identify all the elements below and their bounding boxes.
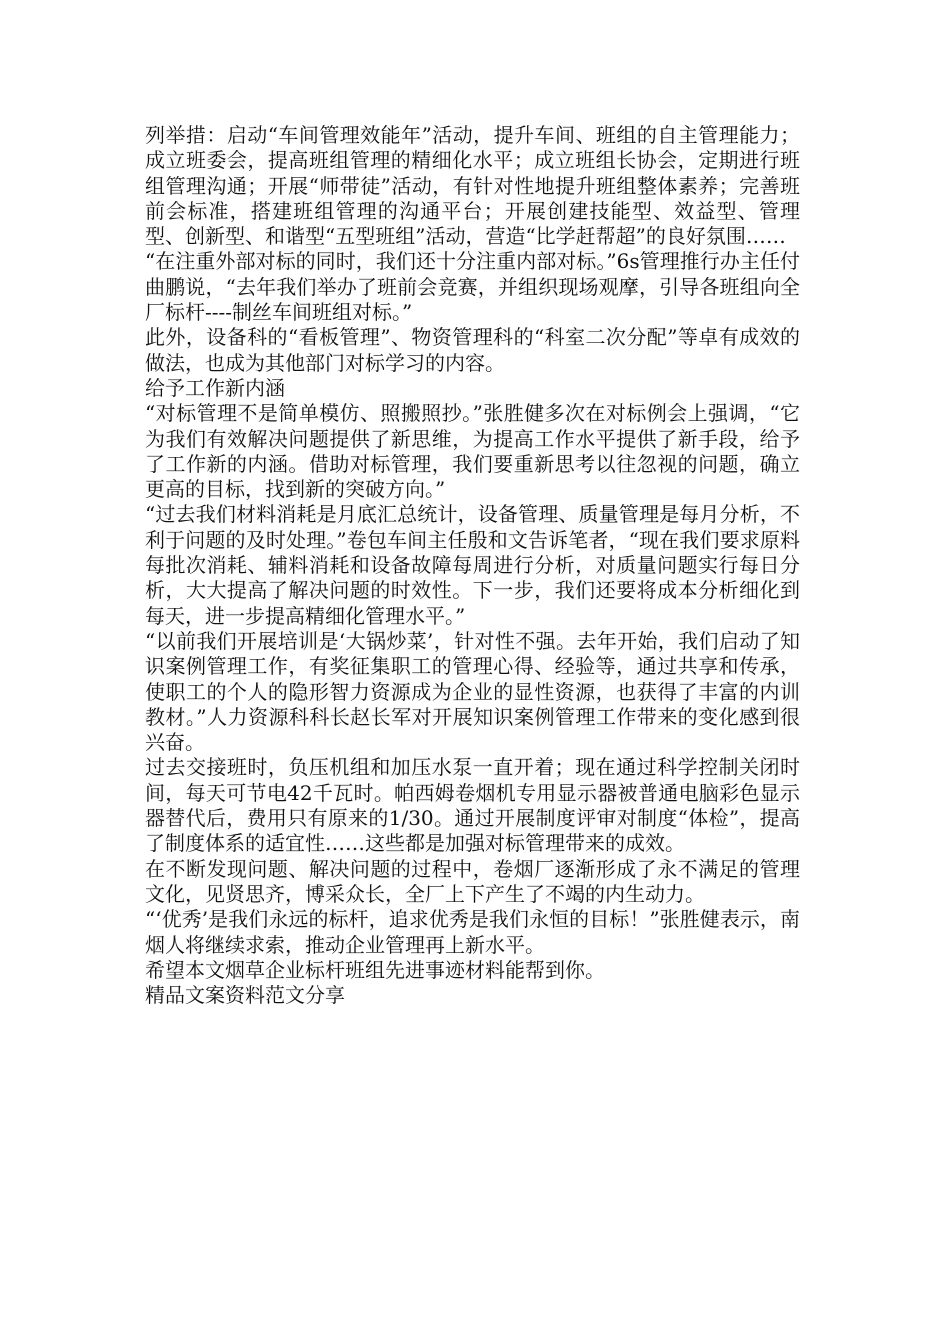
paragraph-internal-benchmark: “在注重外部对标的同时，我们还十分注重内部对标。”6s管理推行办主任付曲鹏说，“去年我们举办了班前会竞赛，并组织现场观摩，引导各班组向全厂标杆----制丝车间班组对标。” [145, 249, 800, 325]
document-page [145, 123, 800, 1008]
paragraph-training: “以前我们开展培训是‘大锅炒菜’，针对性不强。去年开始，我们启动了知识案例管理工作，有奖征集职工的管理心得、经验等，通过共享和传承，使职工的个人的隐形智力资源成为企业的显性资源，也获得了丰富的内训教材。”人力资源科科长赵长军对开展知识案例管理工作带来的变化感到很兴奋。 [145, 628, 800, 755]
paragraph-footer-note: 精品文案资料范文分享 [145, 983, 345, 1008]
paragraph-closing: 希望本文烟草企业标杆班组先进事迹材料能帮到你。 [145, 957, 605, 982]
paragraph-material-consumption: “过去我们材料消耗是月底汇总统计，设备管理、质量管理是每月分析，不利于问题的及时处理。”卷包车间主任殷和文告诉笔者，“现在我们要求原料每批次消耗、辅料消耗和设备故障每周进行分析，对质量问题实行每日分析，大大提高了解决问题的时效性。下一步，我们还要将成本分析细化到每天，进一步提高精细化管理水平。” [145, 502, 800, 628]
paragraph-culture: 在不断发现问题、解决问题的过程中，卷烟厂逐渐形成了永不满足的管理文化，见贤思齐，博采众长，全厂上下产生了不竭的内生动力。 [145, 856, 800, 906]
paragraph-other-departments: 此外，设备科的“看板管理”、物资管理科的“科室二次分配”等卓有成效的做法，也成为其他部门对标学习的内容。 [145, 325, 800, 375]
section-heading: 给予工作新内涵 [145, 375, 285, 400]
paragraph-quote-excellence: “‘优秀’是我们永远的标杆，追求优秀是我们永恒的目标！”张胜健表示，南烟人将继续求索，推动企业管理再上新水平。 [145, 907, 800, 957]
paragraph-measures: 列举措：启动“车间管理效能年”活动，提升车间、班组的自主管理能力；成立班委会，提高班组管理的精细化水平；成立班组长协会，定期进行班组管理沟通；开展“师带徒”活动，有针对性地提升班组整体素养；完善班前会标准，搭建班组管理的沟通平台；开展创建技能型、效益型、管理型、创新型、和谐型“五型班组”活动，营造“比学赶帮超”的良好氛围…… [145, 123, 800, 249]
paragraph-results: 过去交接班时，负压机组和加压水泵一直开着；现在通过科学控制关闭时间，每天可节电42千瓦时。帕西姆卷烟机专用显示器被普通电脑彩色显示器替代后，费用只有原来的1/30。通过开展制度评审对制度“体检”，提高了制度体系的适宜性……这些都是加强对标管理带来的成效。 [145, 755, 800, 856]
paragraph-benchmark-meaning: “对标管理不是简单模仿、照搬照抄。”张胜健多次在对标例会上强调，“它为我们有效解决问题提供了新思维，为提高工作水平提供了新手段，给予了工作新的内涵。借助对标管理，我们要重新思考以往忽视的问题，确立更高的目标，找到新的突破方向。” [145, 401, 800, 502]
